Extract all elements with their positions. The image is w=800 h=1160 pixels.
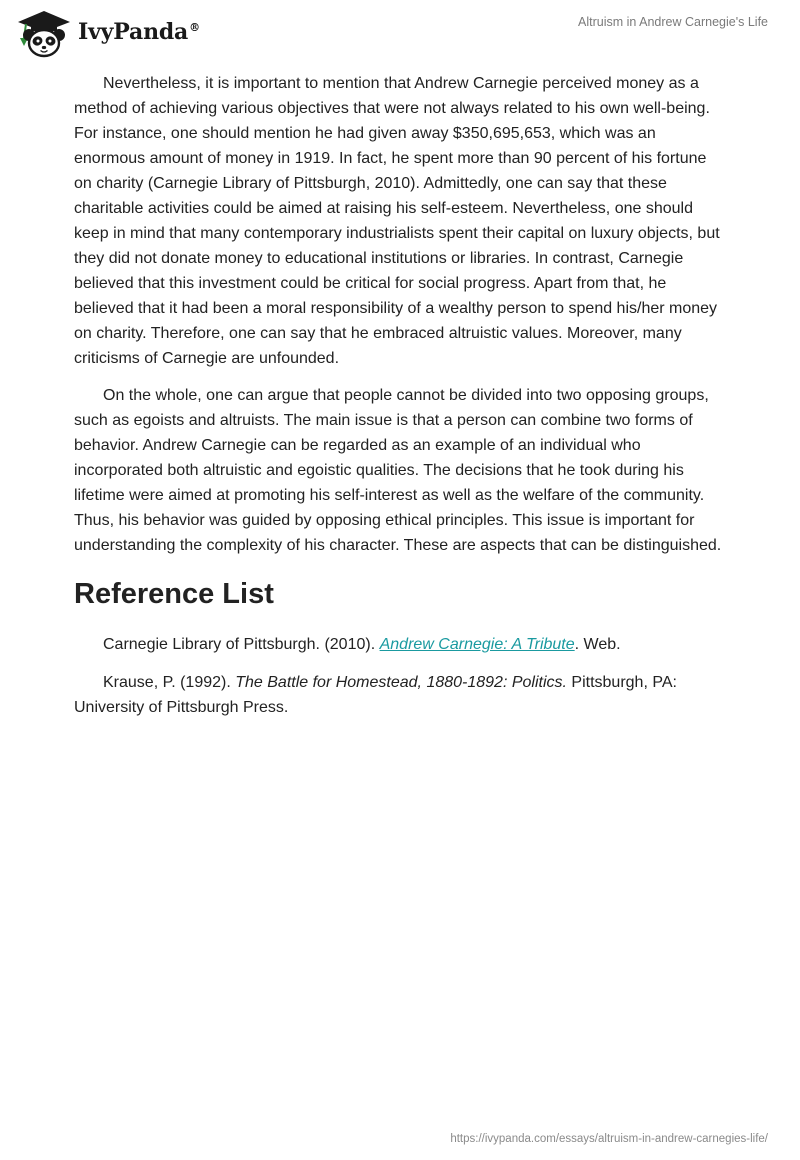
ivypanda-logo[interactable]	[14, 8, 200, 58]
footer-url[interactable]: https://ivypanda.com/essays/altruism-in-andrew-carnegies-life/	[450, 1133, 768, 1145]
panda-graduate-icon	[14, 8, 74, 58]
document-title: Altruism in Andrew Carnegie's Life	[578, 15, 768, 29]
page-header	[0, 0, 800, 64]
reference-title: The Battle for Homestead, 1880-1892: Politics.	[235, 674, 567, 691]
essay-content	[74, 71, 724, 733]
reference-item: Carnegie Library of Pittsburgh. (2010). Andrew Carnegie: A Tribute. Web.	[103, 636, 621, 653]
body-paragraph: On the whole, one can argue that people cannot be divided into two opposing groups, such as egoists and altruists. The main issue is that a person can combine two forms of behavior. Andrew Carnegie can be regarded as an example of an individual who incorporated both altruistic and egoistic qualities. The decisions that he took during his lifetime were aimed at promoting his self-interest as well as the welfare of the community. Thus, his behavior was guided by opposing ethical principles. This issue is important for understanding the complexity of his character. These are aspects that can be distinguished.	[74, 387, 722, 554]
reference-link[interactable]: Andrew Carnegie: A Tribute	[379, 636, 575, 653]
logo-text: IvyPanda®	[78, 19, 200, 45]
reference-list-heading: Reference List	[74, 578, 274, 610]
reference-item: Krause, P. (1992). The Battle for Homestead, 1880-1892: Politics. Pittsburgh, PA: University of Pittsburgh Press.	[74, 674, 677, 716]
body-paragraph: Nevertheless, it is important to mention that Andrew Carnegie perceived money as a method of achieving various objectives that were not always related to his own well-being. For instance, one should mention he had given away $350,695,653, which was an enormous amount of money in 1919. In fact, he spent more than 90 percent of his fortune on charity (Carnegie Library of Pittsburgh, 2010). Admittedly, one can say that these charitable activities could be aimed at raising his self-esteem. Nevertheless, one should keep in mind that many contemporary industrialists spent their capital on luxury objects, but they did not donate money to educational institutions or libraries. In contrast, Carnegie believed that this investment could be critical for social progress. Apart from that, he believed that it had been a moral responsibility of a wealthy person to spend his/her money on charity. Therefore, one can say that he embraced altruistic values. Moreover, many criticisms of Carnegie are unfounded.	[74, 75, 720, 367]
